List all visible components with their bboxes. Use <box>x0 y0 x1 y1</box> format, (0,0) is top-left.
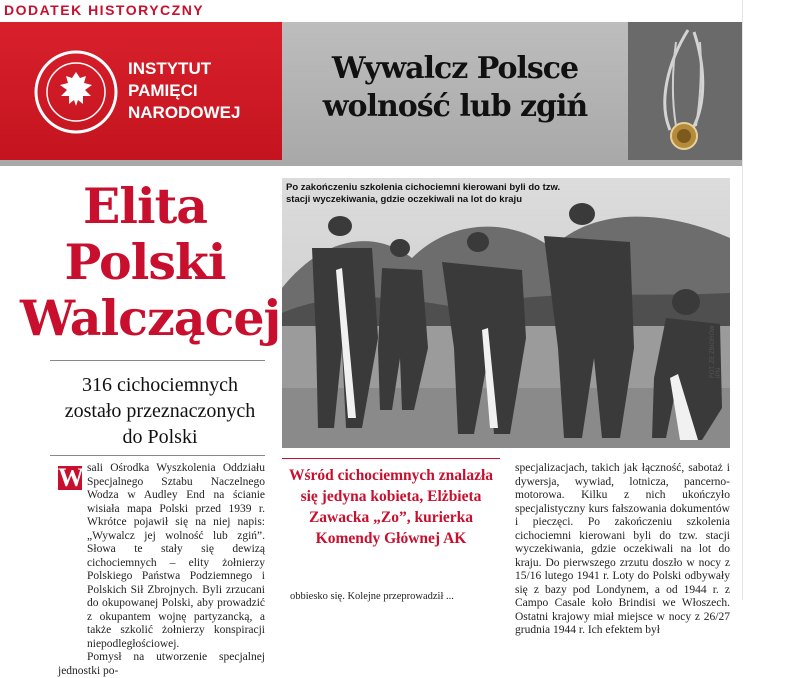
ipn-logo-block <box>0 22 282 160</box>
eagle-seal-icon <box>34 50 118 134</box>
article-column-2-tail: obbiesko się. Kolejne przeprowadził ... <box>290 591 454 602</box>
slogan-line-1: Wywalcz Polsce <box>331 51 579 86</box>
headline-line-1: Elita <box>83 177 207 235</box>
article-column-1 <box>58 462 265 677</box>
headline-line-2: Polski <box>64 233 226 291</box>
article-headline <box>20 177 281 347</box>
masthead-rule <box>0 160 742 166</box>
supplement-bar <box>0 0 742 22</box>
pull-quote: Wśród cichociemnych znalazła się jedyna kobieta, Elżbieta Zawacka „Zo”, kurierka Komendy Głównej AK <box>282 458 500 586</box>
drop-cap: W <box>58 463 84 492</box>
historical-photo <box>282 178 730 448</box>
column-1-paragraph-1: sali Ośrodka Wyszkolenia Oddziału Specjalnego Sztabu Naczelnego Wodza w Audley End na ścianie wisiała mapa Polski przed 1939 r. Wkrótce pojawił się na niej napis: „Wywalcz jej wolność lub zgiń”. Słowa te stały się dewizą cichociemnych – elity żołnierzy Polskiego Państwa Podziemnego i Polskich Sił Zbrojnych. Byli zrzucani do okupowanej Polski, aby prowadzić z okupantem wojnę partyzancką, a także szkolić żołnierzy konspiracji niepodległościowej. <box>87 462 265 650</box>
article-subhead <box>40 372 280 450</box>
slogan <box>282 50 628 126</box>
subhead-divider-bottom <box>50 455 265 456</box>
institute-line-1: INSTYTUT <box>128 59 212 78</box>
subhead-line-1: 316 cichociemnych <box>81 374 239 396</box>
subhead-divider-top <box>50 360 265 361</box>
slogan-line-2: wolność lub zgiń <box>322 89 588 124</box>
subhead-line-3: do Polski <box>122 426 198 448</box>
parachute-eagle-badge-icon <box>628 22 742 160</box>
emblem-block <box>628 22 742 160</box>
institute-line-2: PAMIĘCI <box>128 81 198 100</box>
page-margin <box>742 0 801 600</box>
column-1-paragraph-2: Pomysł na utworzenie specjalnej jednostki po- <box>58 651 265 677</box>
institute-name <box>128 58 240 124</box>
slogan-block <box>282 22 628 160</box>
article-column-3: specjalizacjach, takich jak łączność, sabotaż i dywersja, wywiad, lotnicza, pancerno-motorowa. Kilku z nich ukończyło specjalistyczny kurs fałszowania dokumentów i pieczęci. Po zakończeniu szkolenia cichociemni kierowani byli do tzw. stacji wyczekiwania, gdzie oczekiwali na lot do kraju. Do pierwszego zrzutu doszło w nocy z 15/16 lutego 1941 r. Loty do Polski odbywały się z bazy pod Londynem, a od 1944 r. z Campo Casale koło Brindisi we Włoszech. Ostatni krajowy miał miejsce w nocy z 26/27 grudnia 1944 r. Ich efektem był <box>515 462 730 636</box>
photo-credit: FOT. ZE ZBIORÓW IPN <box>710 325 722 378</box>
headline-line-3: Walczącej <box>20 289 281 347</box>
masthead <box>0 22 742 160</box>
soldiers-training-photo <box>282 178 730 448</box>
subhead-line-2: zostało przeznaczonych <box>64 400 256 422</box>
supplement-label: DODATEK HISTORYCZNY <box>4 2 205 18</box>
photo-caption: Po zakończeniu szkolenia cichociemni kierowani byli do tzw. stacji wyczekiwania, gdzie oczekiwali na lot do kraju <box>286 182 561 205</box>
institute-line-3: NARODOWEJ <box>128 103 241 122</box>
